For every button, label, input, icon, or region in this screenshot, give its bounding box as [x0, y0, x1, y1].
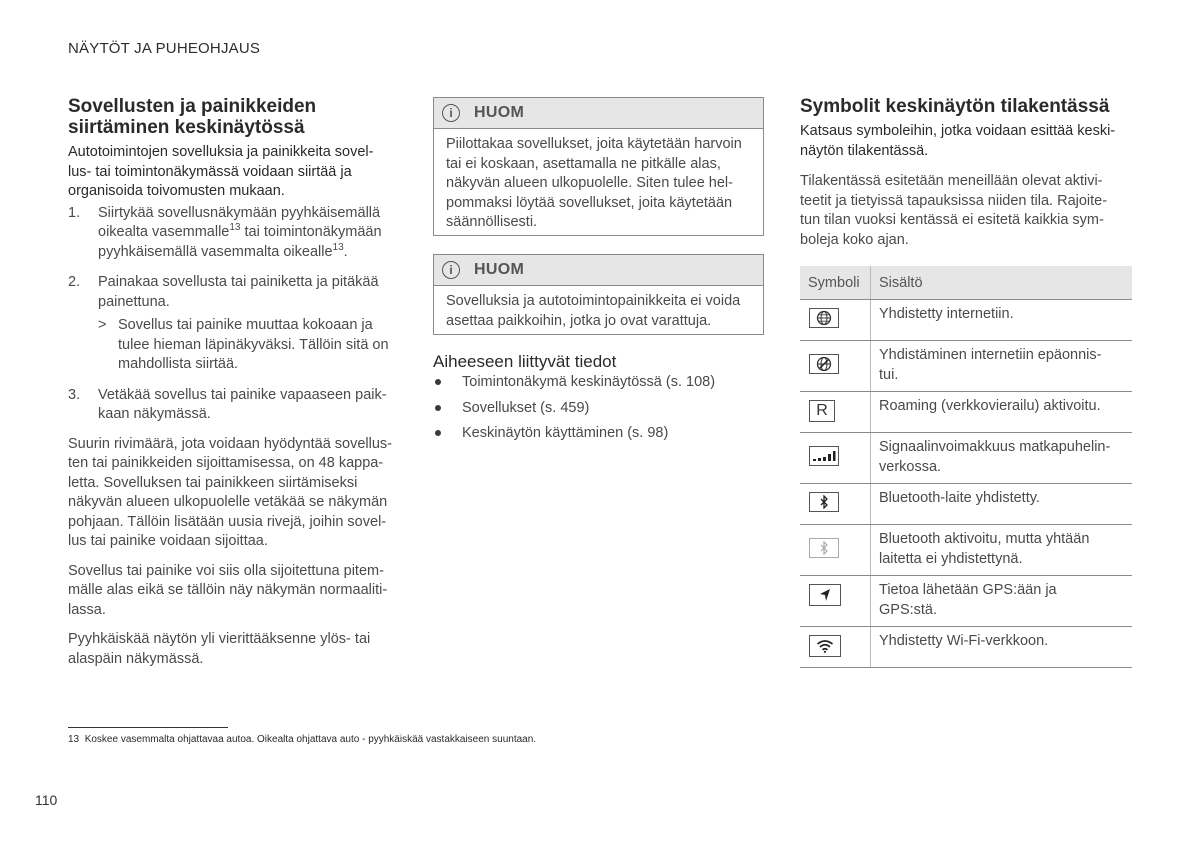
note-title: HUOM: [474, 261, 525, 278]
bullet-icon: [435, 430, 441, 436]
step-result: > Sovellus tai painike muuttaa kokoaan ja tulee hieman läpinäkyväksi. Tällöin sitä on mahdollista siirtää.: [98, 317, 389, 372]
paragraph: Suurin rivimäärä, jota voidaan hyödyntää sovellus- ten tai painikkeiden sijoittamisessa, on 48 kappa- letta. Sovelluksen tai painikkeen siirtämiseksi näkyvän alueen ulkopuolelle vetäkää se näkymän pohjaan. Tällöin lisätään uusia rivejä, joihin sovel- lus tai painike voidaan sijoittaa.: [68, 435, 393, 549]
steps-list: [68, 204, 398, 425]
table-cell: Yhdistetty Wi-Fi-verkkoon.: [871, 627, 1133, 668]
footnote: 13 Koskee vasemmalta ohjattavaa autoa. Oikealta ohjattava auto - pyyhkäiskää vastakkaiseen suuntaan.: [68, 734, 537, 745]
table-row: [800, 392, 1132, 433]
table-row: [800, 300, 1132, 341]
globe-crossed-icon: [809, 354, 839, 374]
table-row: [800, 341, 1132, 392]
related-heading: Aiheeseen liittyvät tiedot: [433, 352, 617, 371]
note-text: Sovelluksia ja autotoimintopainikkeita ei voida asettaa paikkoihin, jotka jo ovat varattuja.: [446, 293, 741, 329]
section-heading: Sovellusten ja painikkeiden siirtäminen keskinäytössä: [68, 96, 317, 138]
right-column: [800, 96, 1133, 250]
left-column: [68, 96, 398, 669]
table-cell: Tietoa lähetään GPS:ään ja GPS:stä.: [871, 576, 1133, 627]
table-cell: Bluetooth aktivoitu, mutta yhtään laitetta ei yhdistettynä.: [871, 525, 1133, 576]
globe-icon: [809, 308, 839, 328]
note-title: HUOM: [474, 104, 525, 121]
bluetooth-icon: [809, 492, 839, 512]
symbol-table: [800, 266, 1132, 668]
column-header-content: Sisältö: [871, 266, 1133, 300]
table-row: [800, 627, 1132, 668]
table-row: [800, 576, 1132, 627]
note-box: [433, 254, 764, 335]
column-header-symbol: Symboli: [800, 266, 871, 300]
bluetooth-inactive-icon: [809, 538, 839, 558]
roaming-icon: R: [809, 400, 835, 422]
step-2: 2. Painakaa sovellusta tai painiketta ja pitäkää painettuna. > Sovellus tai painike muuttaa kokoaan ja tulee hieman läpinäkyväksi. Tällöin sitä on mahdollista siirtää.: [68, 273, 398, 375]
info-icon: i: [442, 261, 460, 279]
table-cell: Yhdistetty internetiin.: [871, 300, 1133, 341]
table-cell: Bluetooth-laite yhdistetty.: [871, 484, 1133, 525]
table-row: [800, 433, 1132, 484]
bullet-icon: [435, 405, 441, 411]
table-cell: Roaming (verkkovierailu) aktivoitu.: [871, 392, 1133, 433]
note-header: [434, 255, 763, 286]
page-number: 110: [35, 792, 58, 808]
info-icon: i: [442, 104, 460, 122]
intro-text: Autotoimintojen sovelluksia ja painikkeita sovel- lus- tai toimintonäkymässä voidaan siirtää ja organisoida toivomusten mukaan.: [68, 144, 374, 199]
note-header: [434, 98, 763, 129]
table-row: [800, 484, 1132, 525]
signal-strength-icon: [809, 446, 839, 466]
table-row: [800, 525, 1132, 576]
step-3: 3. Vetäkää sovellus tai painike vapaaseen paik- kaan näkymässä.: [68, 386, 387, 422]
intro-text: Katsaus symboleihin, jotka voidaan esittää keski- näytön tilakentässä.: [800, 123, 1116, 159]
related-link[interactable]: Sovellukset (s. 459): [433, 399, 763, 425]
gps-icon: [809, 584, 841, 606]
paragraph: Sovellus tai painike voi siis olla sijoitettuna pitem- mälle alas eikä se tällöin näy näkymän normaaliti- lassa.: [68, 562, 388, 618]
note-text: Piilottakaa sovellukset, joita käytetään harvoin tai ei koskaan, asettamalla ne pitkälle alas, näkyvän alueen ulkopuolelle. Siten tulee hel- pommaksi löytää sovellukset, joita käytetään säännöllisesti.: [446, 136, 742, 230]
paragraph: Pyyhkäiskää näytön yli vierittääksenne ylös- tai alaspäin näkymässä.: [68, 631, 371, 667]
note-box: [433, 97, 764, 236]
footnote-ref: 13: [332, 241, 344, 253]
footnote-divider: [68, 727, 228, 728]
bullet-icon: [435, 379, 441, 385]
table-cell: Yhdistäminen internetiin epäonnis- tui.: [871, 341, 1133, 392]
related-link[interactable]: Keskinäytön käyttäminen (s. 98): [433, 424, 763, 450]
wifi-icon: [809, 635, 841, 657]
related-link[interactable]: Toimintonäkymä keskinäytössä (s. 108): [433, 373, 763, 399]
section-header: NÄYTÖT JA PUHEOHJAUS: [68, 40, 261, 57]
table-cell: Signaalinvoimakkuus matkapuhelin- verkossa.: [871, 433, 1133, 484]
footnote-ref: 13: [229, 222, 241, 234]
related-links: [433, 373, 763, 450]
section-heading: Symbolit keskinäytön tilakentässä: [800, 96, 1110, 117]
paragraph: Tilakentässä esitetään meneillään olevat aktivi- teetit ja tietyissä tapauksissa niiden tila. Rajoite- tun tilan vuoksi kentässä ei esitetä kaikkia sym- boleja koko ajan.: [800, 173, 1108, 248]
step-1: 1. Siirtykää sovellusnäkymään pyyhkäisemällä oikealta vasemmalle$^{13}$ tai toimintonäkymään pyyhkäisemällä vasemmalta oikealle$^{13}$.: [68, 204, 382, 260]
